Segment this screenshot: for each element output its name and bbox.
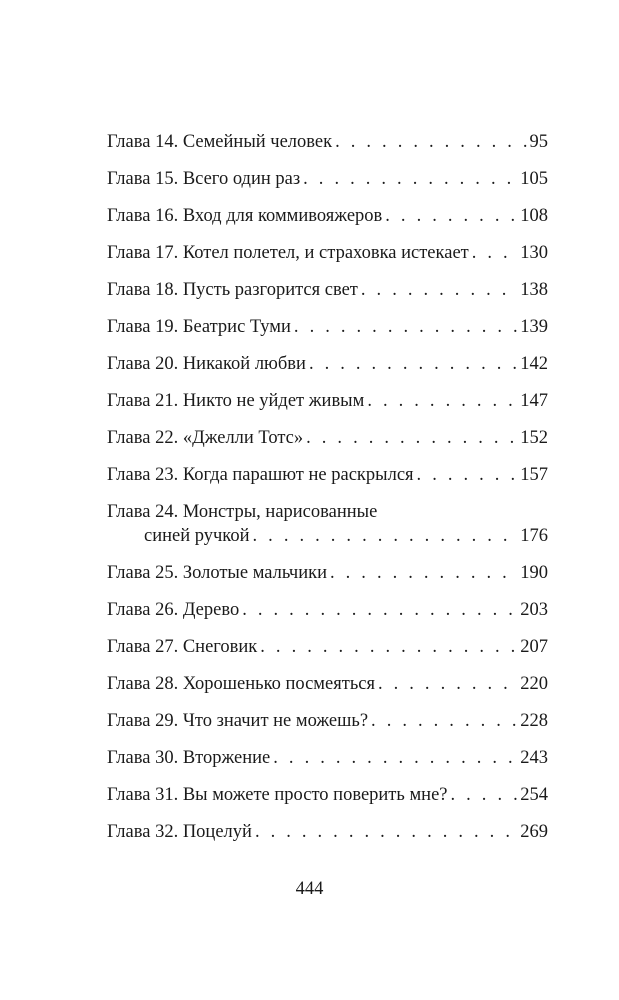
- toc-leader-dots: [385, 204, 517, 228]
- toc-chapter-title: Глава 21. Никто не уйдет живым: [107, 391, 365, 411]
- toc-chapter-title: Глава 23. Когда парашют не раскрылся: [107, 465, 414, 485]
- toc-entry[interactable]: [107, 204, 548, 228]
- toc-chapter-title: Глава 26. Дерево: [107, 600, 240, 620]
- toc-chapter-title: Глава 29. Что значит не можешь?: [107, 711, 369, 731]
- toc-page-number: 105: [520, 169, 548, 189]
- table-of-contents: [107, 130, 548, 857]
- toc-chapter-title: Глава 20. Никакой любви: [107, 354, 306, 374]
- toc-chapter-title: Глава 25. Золотые мальчики: [107, 563, 327, 583]
- toc-entry[interactable]: [107, 746, 548, 770]
- page-number: 444: [295, 879, 324, 899]
- toc-page-number: 130: [520, 243, 548, 263]
- toc-page-number: 269: [520, 822, 548, 842]
- toc-entry[interactable]: [107, 709, 548, 733]
- toc-entry[interactable]: [107, 500, 548, 548]
- toc-entry[interactable]: [107, 598, 548, 622]
- toc-entry[interactable]: [107, 130, 548, 154]
- toc-leader-dots: [273, 746, 517, 770]
- toc-page-number: 220: [520, 674, 548, 694]
- toc-page-number: 95: [529, 132, 548, 152]
- toc-leader-dots: [361, 278, 517, 302]
- toc-leader-dots: [472, 241, 518, 265]
- toc-page-number: 147: [520, 391, 548, 411]
- toc-chapter-title: Глава 31. Вы можете просто поверить мне?: [107, 785, 448, 805]
- toc-chapter-title: Глава 27. Снеговик: [107, 637, 258, 657]
- toc-page-number: 190: [520, 563, 548, 583]
- toc-leader-dots: [367, 389, 517, 413]
- toc-leader-dots: [260, 635, 517, 659]
- toc-leader-dots: [371, 709, 517, 733]
- toc-chapter-title: Глава 22. «Джелли Тотс»: [107, 428, 304, 448]
- toc-chapter-title: Глава 19. Беатрис Туми: [107, 317, 291, 337]
- toc-page-number: 207: [520, 637, 548, 657]
- toc-entry[interactable]: [107, 820, 548, 844]
- toc-entry[interactable]: [107, 672, 548, 696]
- toc-entry[interactable]: [107, 635, 548, 659]
- toc-chapter-title: Глава 18. Пусть разгорится свет: [107, 280, 358, 300]
- toc-leader-dots: [309, 352, 517, 376]
- toc-entry[interactable]: [107, 463, 548, 487]
- toc-page-number: 254: [520, 785, 548, 805]
- toc-leader-dots: [242, 598, 517, 622]
- toc-chapter-title: Глава 32. Поцелуй: [107, 822, 252, 842]
- toc-entry[interactable]: [107, 561, 548, 585]
- toc-chapter-title: Глава 15. Всего один раз: [107, 169, 301, 189]
- toc-chapter-title: Глава 14. Семейный человек: [107, 132, 333, 152]
- toc-leader-dots: [255, 820, 517, 844]
- toc-leader-dots: [306, 426, 517, 450]
- toc-chapter-title: Глава 24. Монстры, нарисованные: [107, 502, 378, 522]
- toc-chapter-title: Глава 30. Вторжение: [107, 748, 271, 768]
- toc-page-number: 139: [520, 317, 548, 337]
- toc-leader-dots: [303, 167, 517, 191]
- toc-page-number: 142: [520, 354, 548, 374]
- toc-leader-dots: [417, 463, 518, 487]
- toc-chapter-title-continued: синей ручкой: [144, 526, 250, 546]
- toc-leader-dots: [451, 783, 518, 807]
- toc-chapter-continuation: [107, 524, 548, 548]
- toc-page-number: 243: [520, 748, 548, 768]
- toc-leader-dots: [378, 672, 517, 696]
- toc-page-number: 203: [520, 600, 548, 620]
- toc-page-number: 176: [520, 526, 548, 546]
- toc-entry[interactable]: [107, 241, 548, 265]
- toc-entry[interactable]: [107, 352, 548, 376]
- toc-page-number: 152: [520, 428, 548, 448]
- toc-page-number: 228: [520, 711, 548, 731]
- toc-chapter-title: Глава 17. Котел полетел, и страховка истекает: [107, 243, 469, 263]
- toc-chapter-title: Глава 16. Вход для коммивояжеров: [107, 206, 383, 226]
- toc-leader-dots: [294, 315, 517, 339]
- toc-entry[interactable]: [107, 167, 548, 191]
- toc-entry[interactable]: [107, 389, 548, 413]
- toc-leader-dots: [253, 524, 518, 548]
- toc-entry[interactable]: [107, 426, 548, 450]
- toc-leader-dots: [335, 130, 526, 154]
- toc-entry[interactable]: [107, 783, 548, 807]
- toc-page-number: 157: [520, 465, 548, 485]
- toc-page-number: 108: [520, 206, 548, 226]
- toc-chapter-title: Глава 28. Хорошенько посмеяться: [107, 674, 375, 694]
- toc-page-number: 138: [520, 280, 548, 300]
- toc-entry[interactable]: [107, 278, 548, 302]
- toc-leader-dots: [330, 561, 517, 585]
- toc-entry[interactable]: [107, 315, 548, 339]
